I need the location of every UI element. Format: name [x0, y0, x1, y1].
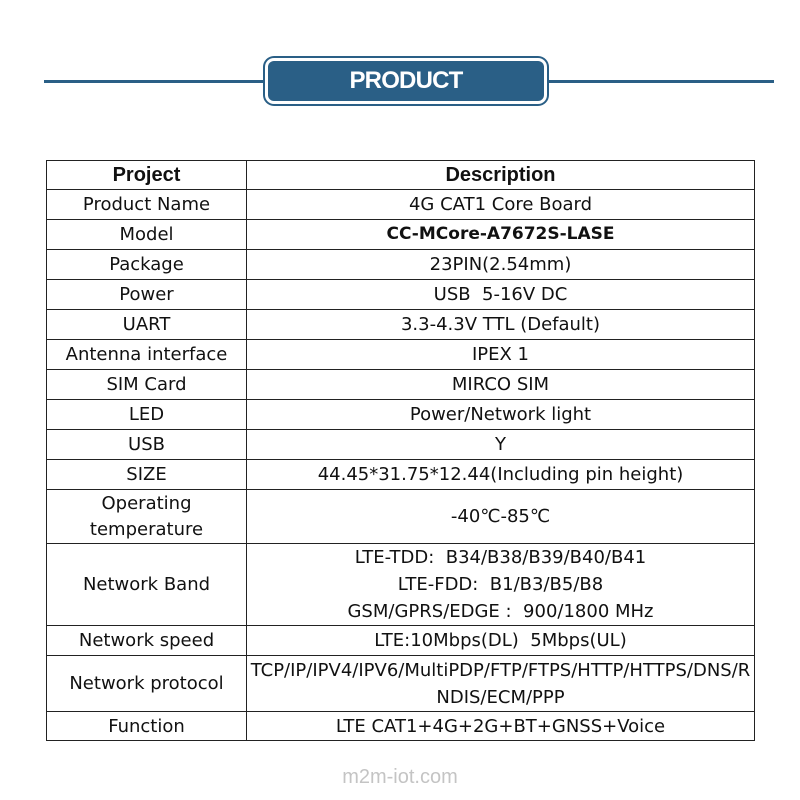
- row-label: Antenna interface: [47, 340, 247, 370]
- row-label: UART: [47, 310, 247, 340]
- row-value: Power/Network light: [247, 400, 755, 430]
- row-label: Model: [47, 220, 247, 250]
- table-row: [47, 340, 755, 370]
- row-value: 4G CAT1 Core Board: [247, 190, 755, 220]
- product-parameters-table: [46, 160, 755, 741]
- column-header-description: Description: [247, 161, 755, 190]
- table-row: [47, 460, 755, 490]
- row-label-line: temperature: [89, 518, 204, 540]
- row-label: [47, 490, 247, 544]
- row-label: USB: [47, 430, 247, 460]
- row-label: LED: [47, 400, 247, 430]
- table-header-row: [47, 161, 755, 190]
- row-label: Function: [47, 712, 247, 741]
- row-value: IPEX 1: [247, 340, 755, 370]
- table-row: [47, 370, 755, 400]
- table-row: [47, 544, 755, 626]
- model-value: CC-MCore-A7672S-LASE: [247, 220, 755, 250]
- row-value: -40℃-85℃: [247, 490, 755, 544]
- table-row: [47, 430, 755, 460]
- table-row: [47, 310, 755, 340]
- table-row: [47, 626, 755, 656]
- watermark-text: m2m-iot.com: [342, 766, 458, 788]
- row-label: Network Band: [47, 544, 247, 626]
- row-value: USB 5-16V DC: [247, 280, 755, 310]
- row-label-line: Operating: [101, 492, 192, 514]
- section-title-banner: PRODUCT PARAMETERS: [268, 61, 544, 101]
- row-value: TCP/IP/IPV4/IPV6/MultiPDP/FTP/FTPS/HTTP/HTTPS/DNS/RNDIS/ECM/PPP: [247, 656, 755, 712]
- table-row: [47, 400, 755, 430]
- row-value: 3.3-4.3V TTL (Default): [247, 310, 755, 340]
- row-label: SIZE: [47, 460, 247, 490]
- column-header-project: Project: [47, 161, 247, 190]
- band-line: LTE-TDD: B34/B38/B39/B40/B41: [354, 547, 647, 568]
- table-row: [47, 490, 755, 544]
- row-label: SIM Card: [47, 370, 247, 400]
- band-line: LTE-FDD: B1/B3/B5/B8: [397, 574, 604, 595]
- table-row: [47, 656, 755, 712]
- band-line: GSM/GPRS/EDGE : 900/1800 MHz: [347, 601, 654, 622]
- table-row: [47, 190, 755, 220]
- row-value: LTE CAT1+4G+2G+BT+GNSS+Voice: [247, 712, 755, 741]
- row-value: LTE:10Mbps(DL) 5Mbps(UL): [247, 626, 755, 656]
- row-label: Power: [47, 280, 247, 310]
- table-row: [47, 220, 755, 250]
- row-value: 44.45*31.75*12.44(Including pin height): [247, 460, 755, 490]
- table-row: [47, 250, 755, 280]
- row-label: Network speed: [47, 626, 247, 656]
- row-value: MIRCO SIM: [247, 370, 755, 400]
- row-value: [247, 544, 755, 626]
- table-row: [47, 712, 755, 741]
- row-label: Network protocol: [47, 656, 247, 712]
- row-label: Product Name: [47, 190, 247, 220]
- table-row: [47, 280, 755, 310]
- row-value: 23PIN(2.54mm): [247, 250, 755, 280]
- row-label: Package: [47, 250, 247, 280]
- row-value: Y: [247, 430, 755, 460]
